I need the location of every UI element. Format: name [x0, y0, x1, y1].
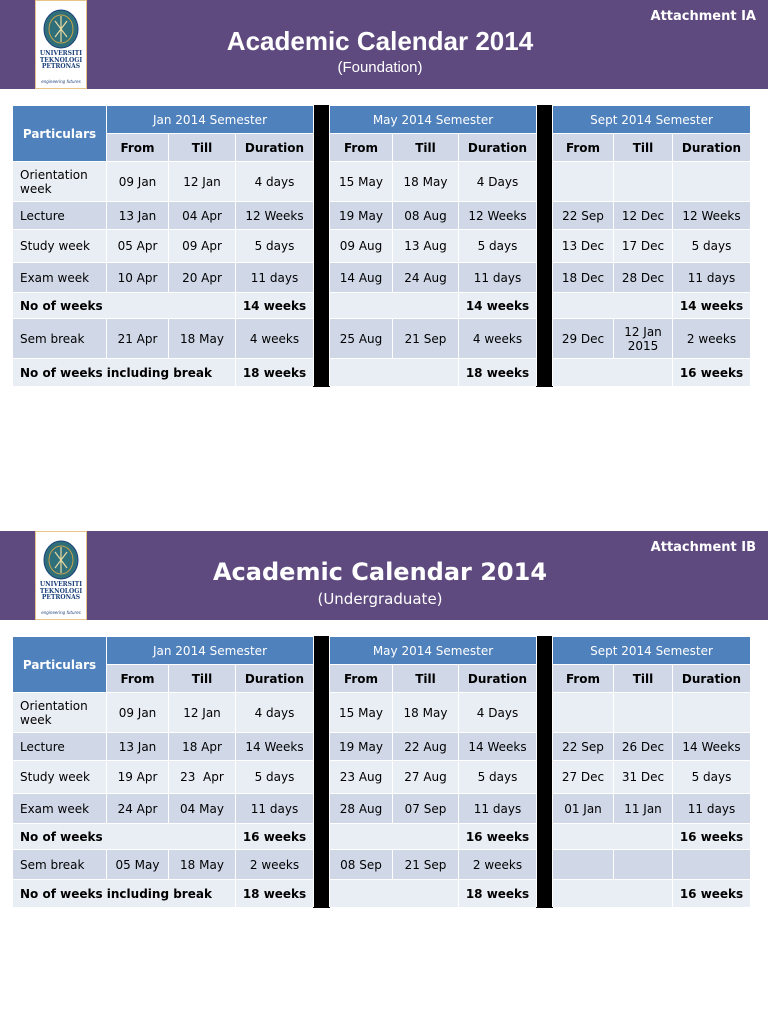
table-cell: 27 Dec — [553, 761, 614, 794]
calendar-table — [12, 636, 751, 908]
table-cell: 16 weeks — [673, 359, 751, 387]
row-label: No of weeks including break — [13, 880, 236, 908]
logo-tagline: engineering futures — [41, 79, 81, 84]
table-cell — [673, 850, 751, 880]
logo-tagline: engineering futures — [41, 610, 81, 615]
table-row — [13, 824, 751, 850]
table-cell: 5 days — [673, 230, 751, 263]
table-row — [13, 359, 751, 387]
col-till: Till — [614, 665, 673, 693]
col-duration: Duration — [459, 665, 537, 693]
table-cell: 08 Sep — [330, 850, 393, 880]
col-till: Till — [393, 665, 459, 693]
table-cell: 16 weeks — [459, 824, 537, 850]
table-cell — [553, 359, 673, 387]
table-cell: 4 days — [236, 693, 314, 733]
table-cell: 22 Aug — [393, 733, 459, 761]
col-till: Till — [614, 134, 673, 162]
table-row — [13, 761, 751, 794]
table-cell: 22 Sep — [553, 733, 614, 761]
table-cell: 2 weeks — [236, 850, 314, 880]
table-cell — [614, 850, 673, 880]
table-cell: 15 May — [330, 693, 393, 733]
table-cell: 11 days — [459, 794, 537, 824]
table-cell: 23 Apr — [169, 761, 236, 794]
university-logo — [35, 0, 87, 89]
table-cell: 18 weeks — [459, 880, 537, 908]
utp-seal-icon — [43, 540, 79, 580]
title-banner — [0, 531, 768, 620]
particulars-header: Particulars — [13, 637, 107, 693]
table-row — [13, 202, 751, 230]
table-row — [13, 263, 751, 293]
table-cell — [553, 693, 614, 733]
table-cell: 19 May — [330, 733, 393, 761]
column-separator — [314, 106, 330, 387]
university-logo — [35, 531, 87, 620]
semester-header-may: May 2014 Semester — [330, 637, 537, 665]
utp-seal-icon — [43, 9, 79, 49]
table-cell: 18 May — [169, 319, 236, 359]
table-cell: 08 Aug — [393, 202, 459, 230]
table-cell: 20 Apr — [169, 263, 236, 293]
table-cell — [553, 162, 614, 202]
table-cell: 18 May — [169, 850, 236, 880]
column-separator — [537, 106, 553, 387]
col-from: From — [553, 665, 614, 693]
table-cell: 28 Aug — [330, 794, 393, 824]
table-cell: 09 Aug — [330, 230, 393, 263]
table-cell: 11 days — [236, 794, 314, 824]
page-title: Academic Calendar 2014 — [212, 558, 548, 586]
table-cell: 11 days — [673, 794, 751, 824]
row-label: No of weeks — [13, 293, 236, 319]
calendar-table — [12, 105, 751, 387]
column-separator — [537, 637, 553, 908]
page-subtitle: (Foundation) — [337, 59, 423, 76]
table-cell: 22 Sep — [553, 202, 614, 230]
col-duration: Duration — [673, 134, 751, 162]
row-label: Study week — [13, 230, 107, 263]
table-cell: 18 weeks — [236, 880, 314, 908]
table-cell: 12 Weeks — [236, 202, 314, 230]
table-cell: 14 Weeks — [673, 733, 751, 761]
table-cell: 16 weeks — [673, 880, 751, 908]
table-cell: 12 Weeks — [459, 202, 537, 230]
table-cell: 5 days — [459, 230, 537, 263]
col-duration: Duration — [236, 665, 314, 693]
row-label: Exam week — [13, 263, 107, 293]
table-cell — [614, 693, 673, 733]
table-cell: 14 Aug — [330, 263, 393, 293]
table-cell: 23 Aug — [330, 761, 393, 794]
row-label: Sem break — [13, 319, 107, 359]
table-cell — [673, 693, 751, 733]
table-cell — [330, 880, 459, 908]
table-cell: 21 Sep — [393, 850, 459, 880]
table-cell: 04 May — [169, 794, 236, 824]
row-label: Study week — [13, 761, 107, 794]
table-row — [13, 293, 751, 319]
table-cell: 07 Sep — [393, 794, 459, 824]
table-row — [13, 850, 751, 880]
semester-header-may: May 2014 Semester — [330, 106, 537, 134]
slide-foundation — [0, 0, 768, 420]
table-cell: 5 days — [673, 761, 751, 794]
row-label: Lecture — [13, 202, 107, 230]
row-label: Exam week — [13, 794, 107, 824]
table-cell: 12 Jan — [169, 693, 236, 733]
table-cell: 12 Jan — [169, 162, 236, 202]
table-cell: 12 Weeks — [673, 202, 751, 230]
table-cell: 24 Aug — [393, 263, 459, 293]
table-cell: 4 Days — [459, 693, 537, 733]
table-cell: 18 weeks — [236, 359, 314, 387]
col-till: Till — [169, 134, 236, 162]
table-cell: 14 Weeks — [459, 733, 537, 761]
row-label: Orientation week — [13, 162, 107, 202]
table-cell: 28 Dec — [614, 263, 673, 293]
table-row — [13, 733, 751, 761]
page-title: Academic Calendar 2014 — [226, 26, 534, 56]
table-cell: 13 Jan — [107, 733, 169, 761]
table-cell: 19 Apr — [107, 761, 169, 794]
table-cell — [330, 359, 459, 387]
table-cell: 04 Apr — [169, 202, 236, 230]
table-cell: 13 Aug — [393, 230, 459, 263]
table-cell: 18 Apr — [169, 733, 236, 761]
table-cell: 12 Dec — [614, 202, 673, 230]
table-cell: 14 weeks — [459, 293, 537, 319]
table-cell — [614, 162, 673, 202]
table-row — [13, 880, 751, 908]
table-cell — [553, 850, 614, 880]
table-row — [13, 693, 751, 733]
table-cell: 4 Days — [459, 162, 537, 202]
table-cell: 4 days — [236, 162, 314, 202]
col-from: From — [330, 665, 393, 693]
table-cell: 15 May — [330, 162, 393, 202]
col-from: From — [107, 665, 169, 693]
row-label: Orientation week — [13, 693, 107, 733]
col-duration: Duration — [673, 665, 751, 693]
table-row — [13, 319, 751, 359]
table-cell: 10 Apr — [107, 263, 169, 293]
table-cell: 14 weeks — [673, 293, 751, 319]
table-cell: 4 weeks — [236, 319, 314, 359]
table-cell: 18 Dec — [553, 263, 614, 293]
slide-undergraduate — [0, 531, 768, 951]
col-from: From — [553, 134, 614, 162]
title-banner — [0, 0, 768, 89]
particulars-header: Particulars — [13, 106, 107, 162]
table-cell: 21 Sep — [393, 319, 459, 359]
table-cell: 16 weeks — [236, 824, 314, 850]
col-duration: Duration — [236, 134, 314, 162]
semester-header-sept: Sept 2014 Semester — [553, 637, 751, 665]
semester-header-sept: Sept 2014 Semester — [553, 106, 751, 134]
semester-header-row — [13, 637, 751, 665]
row-label: No of weeks — [13, 824, 236, 850]
sub-header-row — [13, 134, 751, 162]
table-cell: 09 Jan — [107, 162, 169, 202]
table-cell: 17 Dec — [614, 230, 673, 263]
row-label: Lecture — [13, 733, 107, 761]
logo-wordmark: UNIVERSITI TEKNOLOGI PETRONAS — [39, 50, 83, 70]
col-from: From — [107, 134, 169, 162]
table-cell — [673, 162, 751, 202]
table-cell: 11 days — [459, 263, 537, 293]
table-cell: 11 days — [673, 263, 751, 293]
semester-header-jan: Jan 2014 Semester — [107, 637, 314, 665]
table-cell: 09 Apr — [169, 230, 236, 263]
attachment-label: Attachment IB — [650, 540, 756, 555]
column-separator — [314, 637, 330, 908]
semester-header-jan: Jan 2014 Semester — [107, 106, 314, 134]
table-cell: 27 Aug — [393, 761, 459, 794]
table-cell — [553, 824, 673, 850]
row-label: Sem break — [13, 850, 107, 880]
table-row — [13, 794, 751, 824]
col-duration: Duration — [459, 134, 537, 162]
table-cell: 5 days — [236, 761, 314, 794]
table-cell: 2 weeks — [459, 850, 537, 880]
table-cell: 5 days — [459, 761, 537, 794]
table-cell — [553, 880, 673, 908]
attachment-label: Attachment IA — [650, 9, 756, 24]
table-cell: 05 Apr — [107, 230, 169, 263]
table-cell: 05 May — [107, 850, 169, 880]
table-cell: 18 May — [393, 162, 459, 202]
col-till: Till — [169, 665, 236, 693]
table-row — [13, 162, 751, 202]
table-cell: 14 Weeks — [236, 733, 314, 761]
table-cell — [330, 293, 459, 319]
table-cell: 09 Jan — [107, 693, 169, 733]
table-cell: 14 weeks — [236, 293, 314, 319]
table-cell: 18 weeks — [459, 359, 537, 387]
table-cell: 5 days — [236, 230, 314, 263]
table-row — [13, 230, 751, 263]
table-cell: 25 Aug — [330, 319, 393, 359]
table-cell: 13 Jan — [107, 202, 169, 230]
table-cell: 11 Jan — [614, 794, 673, 824]
table-cell: 2 weeks — [673, 319, 751, 359]
col-till: Till — [393, 134, 459, 162]
row-label: No of weeks including break — [13, 359, 236, 387]
sub-header-row — [13, 665, 751, 693]
table-cell — [330, 824, 459, 850]
semester-header-row — [13, 106, 751, 134]
table-cell: 4 weeks — [459, 319, 537, 359]
table-cell: 21 Apr — [107, 319, 169, 359]
table-cell: 18 May — [393, 693, 459, 733]
table-cell: 26 Dec — [614, 733, 673, 761]
logo-wordmark: UNIVERSITI TEKNOLOGI PETRONAS — [39, 581, 83, 601]
table-cell — [553, 293, 673, 319]
table-cell: 13 Dec — [553, 230, 614, 263]
table-cell: 01 Jan — [553, 794, 614, 824]
table-cell: 11 days — [236, 263, 314, 293]
table-cell: 12 Jan 2015 — [614, 319, 673, 359]
table-cell: 19 May — [330, 202, 393, 230]
table-cell: 16 weeks — [673, 824, 751, 850]
table-cell: 31 Dec — [614, 761, 673, 794]
table-cell: 24 Apr — [107, 794, 169, 824]
page-subtitle: (Undergraduate) — [317, 590, 443, 608]
col-from: From — [330, 134, 393, 162]
table-cell: 29 Dec — [553, 319, 614, 359]
